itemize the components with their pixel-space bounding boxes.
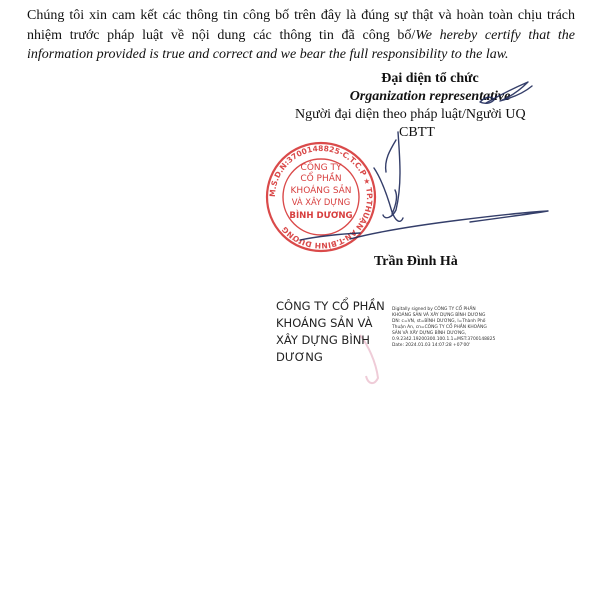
- digital-detail-line: DN: c=VN, st=BÌNH DƯƠNG, l=Thành Phố: [392, 319, 486, 324]
- seal-center-line1: CÔNG TY: [300, 163, 342, 173]
- digital-company-line: KHOÁNG SẢN VÀ: [276, 316, 373, 330]
- digital-company-line: DƯƠNG: [276, 350, 323, 364]
- digital-detail-line: KHOÁNG SẢN VÀ XÂY DỰNG BÌNH DƯƠNG: [392, 313, 486, 318]
- representative-title-en: Organization representative: [349, 89, 511, 104]
- digital-detail-line: Digitally signed by CÔNG TY CỔ PHẦN: [392, 307, 476, 312]
- digital-detail-line: Thuận An, cn=CÔNG TY CỔ PHẦN KHOÁNG: [392, 325, 487, 330]
- seal-center-line2: CỔ PHẦN: [300, 174, 342, 184]
- digital-detail-line: SẢN VÀ XÂY DỰNG BÌNH DƯƠNG,: [392, 331, 467, 336]
- representative-role-line2: CBTT: [399, 125, 435, 140]
- digital-signature-company: [276, 298, 386, 366]
- seal-center-line4: VÀ XÂY DỰNG: [291, 197, 351, 207]
- digital-company-line: CÔNG TY CỔ PHẦN: [276, 299, 385, 313]
- seal-ring-text: M.S.D.N:3700148825-C.T.C.P ★ TP.THUẬN AN-T.BÌNH DƯƠNG: [267, 143, 375, 251]
- statement-vietnamese: Chúng tôi xin cam kết các thông tin công bố trên đây là đúng sự thật và hoàn toàn chịu trách nhiệm trước pháp luật về nội dung các thông tin đã công bố/: [27, 8, 575, 43]
- representative-role-line1: Người đại diện theo pháp luật/Người UQ: [295, 107, 526, 122]
- seal-center-line3: KHOÁNG SẢN: [290, 186, 352, 196]
- digital-detail-line: Date: 2024.01.03 14:07:28 +07'00': [392, 343, 471, 348]
- statement-english: We hereby certify that the information provided is true and correct and we bear the full responsibility to the law.: [27, 27, 575, 62]
- digital-signature-details: [392, 307, 507, 349]
- digital-detail-line: 0.9.2342.19200300.100.1.1=MST:3700148825: [392, 337, 496, 342]
- seal-center-line5: BÌNH DƯƠNG: [289, 211, 353, 221]
- signer-name: Trần Đình Hà: [374, 254, 458, 269]
- digital-company-line: XÂY DỰNG BÌNH: [276, 333, 370, 347]
- representative-title-vi: Đại diện tổ chức: [381, 71, 479, 86]
